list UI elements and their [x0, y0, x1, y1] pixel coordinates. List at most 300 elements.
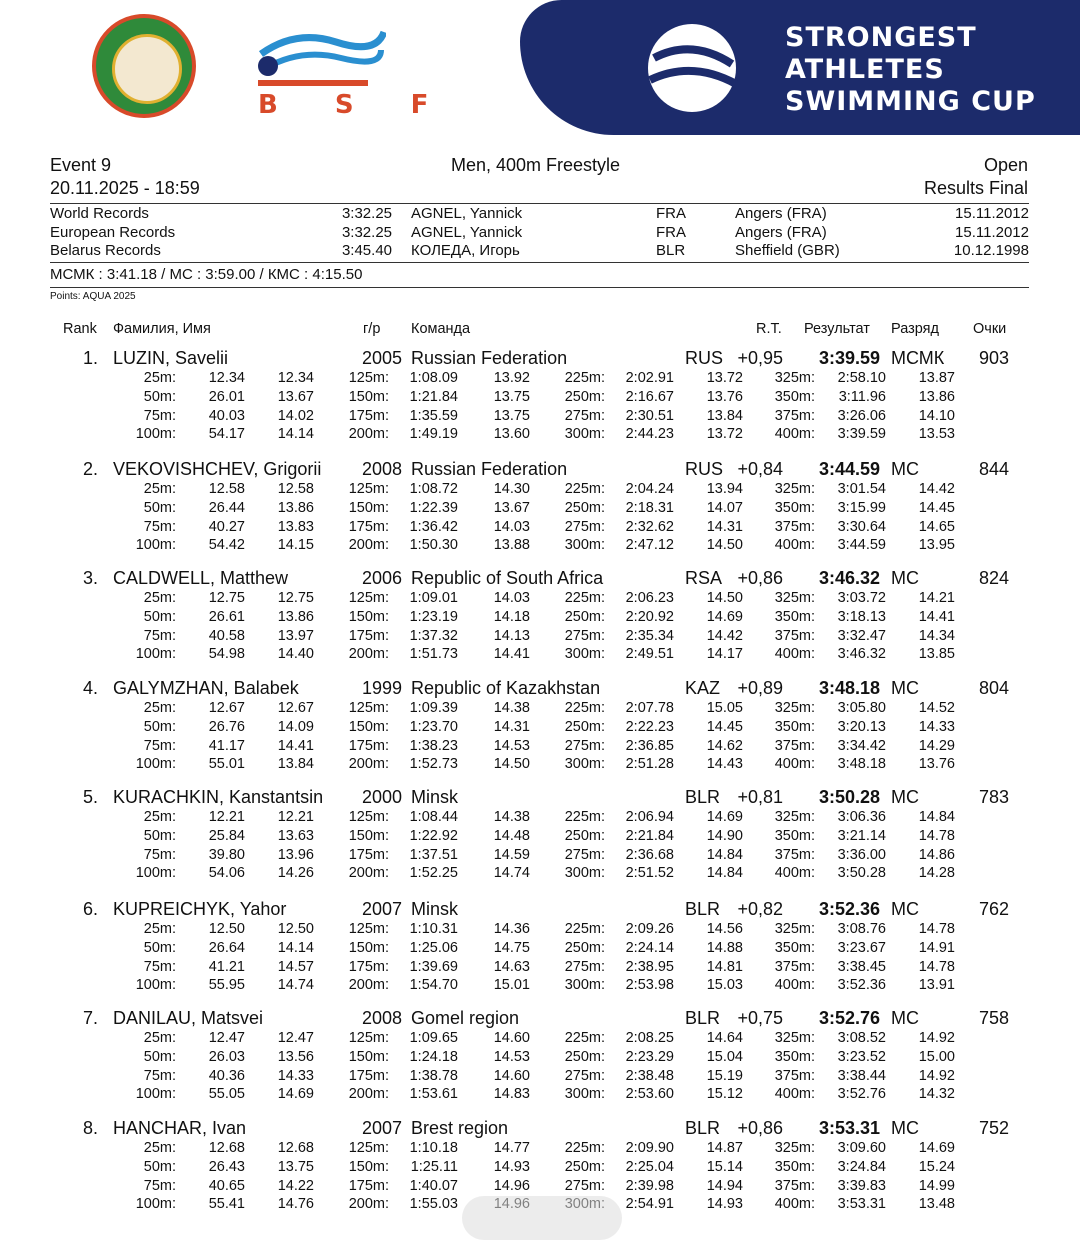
divider — [50, 203, 1029, 204]
split-time: 1:21.84 — [409, 389, 458, 405]
split-distance: 75m: — [143, 1068, 176, 1084]
split-time: 14.14 — [277, 940, 314, 956]
split-distance: 50m: — [143, 940, 176, 956]
split-distance: 100m: — [135, 537, 176, 553]
split-time: 14.09 — [277, 719, 314, 735]
split-time: 14.91 — [918, 940, 955, 956]
athlete-nat: RUS — [685, 459, 724, 479]
split-time: 13.84 — [706, 408, 743, 424]
split-distance: 125m: — [348, 481, 389, 497]
split-distance: 200m: — [348, 1086, 389, 1102]
split-distance: 300m: — [564, 646, 605, 662]
event-datetime: 20.11.2025 - 18:59 — [50, 178, 200, 198]
split-time: 3:38.44 — [837, 1068, 886, 1084]
athlete-rank: 4. — [82, 678, 98, 698]
split-time: 13.86 — [918, 389, 955, 405]
athlete-yob: 2008 — [362, 459, 403, 479]
athlete-grade: МС — [891, 568, 919, 588]
split-distance: 400m: — [774, 977, 815, 993]
split-distance: 125m: — [348, 700, 389, 716]
athlete-team: Gomel region — [411, 1008, 520, 1028]
split-time: 2:02.91 — [625, 370, 674, 386]
watermark-overlay — [462, 1196, 622, 1240]
col-grade: Разряд — [891, 321, 939, 337]
split-time: 41.17 — [208, 738, 245, 754]
split-time: 14.74 — [493, 865, 530, 881]
split-distance: 100m: — [135, 646, 176, 662]
split-distance: 350m: — [774, 609, 815, 625]
split-time: 13.75 — [493, 389, 530, 405]
split-time: 14.41 — [493, 646, 530, 662]
split-time: 1:23.19 — [409, 609, 458, 625]
athlete-name: CALDWELL, Matthew — [113, 568, 289, 588]
split-time: 14.93 — [706, 1196, 743, 1212]
event-category: Open — [983, 155, 1028, 175]
split-distance: 300m: — [564, 1086, 605, 1102]
athlete-yob: 1999 — [362, 678, 403, 698]
split-time: 14.36 — [493, 921, 530, 937]
split-time: 2:25.04 — [625, 1159, 674, 1175]
athlete-rt: +0,81 — [737, 787, 783, 807]
split-time: 14.63 — [493, 959, 530, 975]
split-time: 14.56 — [706, 921, 743, 937]
athlete-result: 3:48.18 — [818, 678, 880, 698]
split-time: 14.43 — [706, 756, 743, 772]
event-title: Men, 400m Freestyle — [451, 155, 621, 175]
split-time: 14.78 — [918, 921, 955, 937]
split-time: 13.67 — [277, 389, 314, 405]
split-time: 2:22.23 — [625, 719, 674, 735]
athlete-nat: BLR — [685, 899, 721, 919]
athlete-grade: МС — [891, 899, 919, 919]
split-distance: 200m: — [348, 537, 389, 553]
split-distance: 25m: — [143, 590, 176, 606]
split-distance: 375m: — [774, 408, 815, 424]
split-time: 2:30.51 — [625, 408, 674, 424]
athlete-name: VEKOVISHCHEV, Grigorii — [113, 459, 322, 479]
split-time: 12.34 — [277, 370, 314, 386]
athlete-yob: 2008 — [362, 1008, 403, 1028]
athlete-nat: BLR — [685, 1118, 721, 1138]
athlete-nat: RUS — [685, 348, 724, 368]
split-time: 1:10.31 — [409, 921, 458, 937]
split-time: 3:26.06 — [837, 408, 886, 424]
split-distance: 75m: — [143, 408, 176, 424]
split-time: 2:53.98 — [625, 977, 674, 993]
banner-title: STRONGEST ATHLETES SWIMMING CUP — [785, 22, 1036, 117]
split-time: 2:06.94 — [625, 809, 674, 825]
split-time: 14.30 — [493, 481, 530, 497]
split-time: 14.65 — [918, 519, 955, 535]
record-place: Sheffield (GBR) — [735, 242, 840, 259]
split-time: 13.76 — [706, 389, 743, 405]
split-time: 2:38.95 — [625, 959, 674, 975]
split-time: 2:35.34 — [625, 628, 674, 644]
athlete-points: 844 — [978, 459, 1009, 479]
record-nat: BLR — [656, 242, 686, 259]
athlete-rt: +0,89 — [737, 678, 783, 698]
split-time: 14.53 — [493, 1049, 530, 1065]
split-distance: 400m: — [774, 646, 815, 662]
split-time: 26.43 — [208, 1159, 245, 1175]
split-time: 14.33 — [918, 719, 955, 735]
split-time: 1:37.32 — [409, 628, 458, 644]
split-time: 14.52 — [918, 700, 955, 716]
split-time: 12.21 — [208, 809, 245, 825]
split-distance: 50m: — [143, 1049, 176, 1065]
record-label: European Records — [50, 224, 176, 241]
split-distance: 375m: — [774, 628, 815, 644]
split-time: 1:23.70 — [409, 719, 458, 735]
record-time: 3:45.40 — [341, 242, 392, 259]
divider — [50, 262, 1029, 263]
split-time: 15.05 — [706, 700, 743, 716]
athlete-team: Russian Federation — [411, 348, 568, 368]
split-time: 12.50 — [277, 921, 314, 937]
athlete-team: Republic of Kazakhstan — [411, 678, 601, 698]
results-status: Results Final — [923, 178, 1028, 198]
col-team: Команда — [411, 321, 471, 337]
split-time: 12.68 — [208, 1140, 245, 1156]
split-time: 13.53 — [918, 426, 955, 442]
split-time: 12.67 — [208, 700, 245, 716]
split-distance: 125m: — [348, 809, 389, 825]
split-distance: 150m: — [348, 609, 389, 625]
split-distance: 25m: — [143, 1030, 176, 1046]
split-time: 13.86 — [277, 609, 314, 625]
split-distance: 200m: — [348, 646, 389, 662]
split-time: 14.69 — [277, 1086, 314, 1102]
athlete-rank: 1. — [82, 348, 98, 368]
split-time: 14.50 — [493, 756, 530, 772]
split-distance: 50m: — [143, 828, 176, 844]
split-distance: 375m: — [774, 1068, 815, 1084]
split-time: 2:51.52 — [625, 865, 674, 881]
split-time: 2:09.90 — [625, 1140, 674, 1156]
athlete-yob: 2007 — [362, 899, 403, 919]
split-time: 14.50 — [706, 537, 743, 553]
athlete-rt: +0,75 — [737, 1008, 783, 1028]
split-distance: 375m: — [774, 847, 815, 863]
split-time: 15.14 — [706, 1159, 743, 1175]
split-time: 12.47 — [277, 1030, 314, 1046]
athlete-name: HANCHAR, Ivan — [113, 1118, 247, 1138]
split-time: 3:03.72 — [837, 590, 886, 606]
split-time: 14.64 — [706, 1030, 743, 1046]
split-distance: 275m: — [564, 519, 605, 535]
split-time: 14.93 — [493, 1159, 530, 1175]
split-distance: 275m: — [564, 1068, 605, 1084]
athlete-name: DANILAU, Matsvei — [113, 1008, 264, 1028]
col-rt: R.T. — [756, 321, 782, 337]
athlete-points: 824 — [978, 568, 1009, 588]
split-distance: 225m: — [564, 809, 605, 825]
split-distance: 350m: — [774, 1049, 815, 1065]
split-distance: 300m: — [564, 756, 605, 772]
athlete-team: Brest region — [411, 1118, 509, 1138]
split-distance: 325m: — [774, 370, 815, 386]
split-time: 14.75 — [493, 940, 530, 956]
athlete-rt: +0,82 — [737, 899, 783, 919]
split-time: 1:24.18 — [409, 1049, 458, 1065]
split-distance: 50m: — [143, 719, 176, 735]
split-time: 15.00 — [918, 1049, 955, 1065]
split-time: 14.60 — [493, 1068, 530, 1084]
split-time: 40.03 — [208, 408, 245, 424]
split-distance: 200m: — [348, 1196, 389, 1212]
split-time: 1:38.78 — [409, 1068, 458, 1084]
split-time: 3:05.80 — [837, 700, 886, 716]
split-time: 14.33 — [277, 1068, 314, 1084]
split-time: 3:53.31 — [837, 1196, 886, 1212]
split-time: 26.64 — [208, 940, 245, 956]
athlete-result: 3:53.31 — [818, 1118, 880, 1138]
athlete-rt: +0,84 — [737, 459, 783, 479]
split-time: 3:24.84 — [837, 1159, 886, 1175]
split-distance: 150m: — [348, 1049, 389, 1065]
split-time: 14.69 — [706, 609, 743, 625]
split-distance: 275m: — [564, 1178, 605, 1194]
split-time: 14.86 — [918, 847, 955, 863]
split-time: 3:06.36 — [837, 809, 886, 825]
split-time: 2:08.25 — [625, 1030, 674, 1046]
split-distance: 400m: — [774, 426, 815, 442]
split-distance: 175m: — [348, 408, 389, 424]
split-time: 1:22.39 — [409, 500, 458, 516]
split-time: 13.96 — [277, 847, 314, 863]
split-time: 14.07 — [706, 500, 743, 516]
split-distance: 125m: — [348, 1140, 389, 1156]
split-distance: 225m: — [564, 1140, 605, 1156]
split-time: 14.45 — [706, 719, 743, 735]
athlete-rank: 6. — [82, 899, 98, 919]
athlete-rank: 2. — [82, 459, 98, 479]
athlete-yob: 2000 — [362, 787, 403, 807]
split-time: 40.65 — [208, 1178, 245, 1194]
split-time: 55.01 — [208, 756, 245, 772]
split-time: 14.26 — [277, 865, 314, 881]
split-distance: 225m: — [564, 590, 605, 606]
split-time: 13.72 — [706, 370, 743, 386]
col-points: Очки — [973, 321, 1007, 337]
split-distance: 75m: — [143, 1178, 176, 1194]
split-time: 14.03 — [493, 590, 530, 606]
athlete-grade: МС — [891, 1008, 919, 1028]
divider — [50, 287, 1029, 288]
split-time: 14.42 — [918, 481, 955, 497]
split-time: 3:52.76 — [837, 1086, 886, 1102]
split-distance: 75m: — [143, 628, 176, 644]
split-time: 14.14 — [277, 426, 314, 442]
record-date: 15.11.2012 — [955, 224, 1029, 241]
split-distance: 75m: — [143, 738, 176, 754]
split-distance: 150m: — [348, 828, 389, 844]
split-time: 54.42 — [208, 537, 245, 553]
split-distance: 100m: — [135, 756, 176, 772]
split-distance: 375m: — [774, 1178, 815, 1194]
split-time: 13.75 — [277, 1159, 314, 1175]
split-time: 14.90 — [706, 828, 743, 844]
split-time: 55.95 — [208, 977, 245, 993]
split-time: 15.03 — [706, 977, 743, 993]
split-time: 14.21 — [918, 590, 955, 606]
split-time: 1:36.42 — [409, 519, 458, 535]
record-name: AGNEL, Yannick — [411, 205, 523, 222]
split-time: 14.84 — [706, 847, 743, 863]
split-distance: 175m: — [348, 519, 389, 535]
athlete-rt: +0,95 — [737, 348, 783, 368]
athlete-grade: МС — [891, 1118, 919, 1138]
split-time: 14.28 — [918, 865, 955, 881]
athlete-rt: +0,86 — [737, 1118, 783, 1138]
split-distance: 50m: — [143, 609, 176, 625]
split-time: 2:24.14 — [625, 940, 674, 956]
split-distance: 125m: — [348, 590, 389, 606]
split-distance: 225m: — [564, 370, 605, 386]
split-time: 54.06 — [208, 865, 245, 881]
split-time: 14.92 — [918, 1068, 955, 1084]
split-distance: 275m: — [564, 738, 605, 754]
split-time: 39.80 — [208, 847, 245, 863]
split-time: 13.76 — [918, 756, 955, 772]
athlete-yob: 2006 — [362, 568, 403, 588]
split-time: 1:09.01 — [409, 590, 458, 606]
split-time: 2:21.84 — [625, 828, 674, 844]
athlete-grade: МС — [891, 459, 919, 479]
record-nat: FRA — [656, 224, 686, 241]
split-time: 54.98 — [208, 646, 245, 662]
split-distance: 100m: — [135, 1196, 176, 1212]
split-distance: 175m: — [348, 738, 389, 754]
split-distance: 275m: — [564, 847, 605, 863]
athlete-nat: RSA — [685, 568, 723, 588]
col-rank: Rank — [63, 321, 97, 337]
split-time: 14.40 — [277, 646, 314, 662]
split-distance: 25m: — [143, 809, 176, 825]
athlete-result: 3:46.32 — [818, 568, 880, 588]
split-time: 14.42 — [706, 628, 743, 644]
split-time: 14.62 — [706, 738, 743, 754]
split-distance: 200m: — [348, 977, 389, 993]
split-distance: 300m: — [564, 865, 605, 881]
split-time: 2:23.29 — [625, 1049, 674, 1065]
split-time: 2:49.51 — [625, 646, 674, 662]
split-time: 14.69 — [918, 1140, 955, 1156]
split-distance: 100m: — [135, 426, 176, 442]
split-time: 3:23.52 — [837, 1049, 886, 1065]
athlete-team: Minsk — [411, 899, 459, 919]
split-time: 1:25.11 — [410, 1159, 458, 1175]
col-yob: г/р — [363, 321, 381, 337]
points-note: Points: AQUA 2025 — [50, 291, 136, 302]
split-time: 3:01.54 — [837, 481, 886, 497]
split-distance: 25m: — [143, 921, 176, 937]
split-time: 13.85 — [918, 646, 955, 662]
split-time: 1:55.03 — [409, 1196, 458, 1212]
split-distance: 175m: — [348, 628, 389, 644]
split-time: 26.76 — [208, 719, 245, 735]
split-time: 1:51.73 — [409, 646, 458, 662]
split-distance: 125m: — [348, 370, 389, 386]
split-distance: 225m: — [564, 481, 605, 497]
split-distance: 25m: — [143, 1140, 176, 1156]
split-time: 3:36.00 — [837, 847, 886, 863]
split-time: 14.15 — [277, 537, 314, 553]
athlete-result: 3:39.59 — [818, 348, 880, 368]
split-distance: 225m: — [564, 921, 605, 937]
split-time: 14.92 — [918, 1030, 955, 1046]
split-time: 13.72 — [706, 426, 743, 442]
athlete-nat: KAZ — [685, 678, 721, 698]
split-time: 41.21 — [208, 959, 245, 975]
split-time: 14.38 — [493, 809, 530, 825]
split-time: 2:09.26 — [625, 921, 674, 937]
split-time: 3:52.36 — [837, 977, 886, 993]
split-distance: 350m: — [774, 828, 815, 844]
split-distance: 150m: — [348, 719, 389, 735]
athlete-result: 3:52.36 — [818, 899, 880, 919]
split-time: 1:39.69 — [409, 959, 458, 975]
split-time: 2:07.78 — [625, 700, 674, 716]
split-time: 12.75 — [277, 590, 314, 606]
qualification-standards: МСМК : 3:41.18 / МС : 3:59.00 / КМС : 4:15.50 — [50, 266, 363, 283]
split-time: 40.27 — [208, 519, 245, 535]
split-time: 3:11.96 — [838, 389, 886, 405]
split-distance: 375m: — [774, 738, 815, 754]
split-time: 1:40.07 — [409, 1178, 458, 1194]
split-time: 3:15.99 — [837, 500, 886, 516]
split-time: 14.03 — [493, 519, 530, 535]
split-time: 14.41 — [918, 609, 955, 625]
split-time: 1:25.06 — [409, 940, 458, 956]
split-distance: 325m: — [774, 700, 815, 716]
split-time: 3:46.32 — [837, 646, 886, 662]
split-time: 1:37.51 — [409, 847, 458, 863]
split-time: 3:38.45 — [837, 959, 886, 975]
split-time: 15.01 — [493, 977, 530, 993]
split-time: 2:18.31 — [625, 500, 674, 516]
split-time: 2:36.68 — [625, 847, 674, 863]
split-time: 2:51.28 — [625, 756, 674, 772]
record-date: 15.11.2012 — [955, 205, 1029, 222]
split-time: 55.41 — [208, 1196, 245, 1212]
athlete-name: GALYMZHAN, Balabek — [113, 678, 299, 698]
split-distance: 375m: — [774, 519, 815, 535]
split-time: 14.60 — [493, 1030, 530, 1046]
split-time: 13.87 — [918, 370, 955, 386]
split-distance: 400m: — [774, 1086, 815, 1102]
split-time: 14.50 — [706, 590, 743, 606]
col-result: Результат — [804, 321, 870, 337]
split-distance: 300m: — [564, 977, 605, 993]
athlete-yob: 2005 — [362, 348, 403, 368]
split-time: 14.87 — [706, 1140, 743, 1156]
split-time: 3:44.59 — [837, 537, 886, 553]
split-time: 14.41 — [277, 738, 314, 754]
split-time: 14.10 — [918, 408, 955, 424]
split-distance: 175m: — [348, 847, 389, 863]
split-time: 2:06.23 — [625, 590, 674, 606]
split-time: 13.48 — [918, 1196, 955, 1212]
split-time: 1:50.30 — [409, 537, 458, 553]
record-time: 3:32.25 — [341, 205, 392, 222]
split-time: 40.58 — [208, 628, 245, 644]
split-time: 13.95 — [918, 537, 955, 553]
split-distance: 200m: — [348, 756, 389, 772]
split-time: 1:53.61 — [409, 1086, 458, 1102]
athlete-grade: МС — [891, 787, 919, 807]
split-time: 2:44.23 — [625, 426, 674, 442]
